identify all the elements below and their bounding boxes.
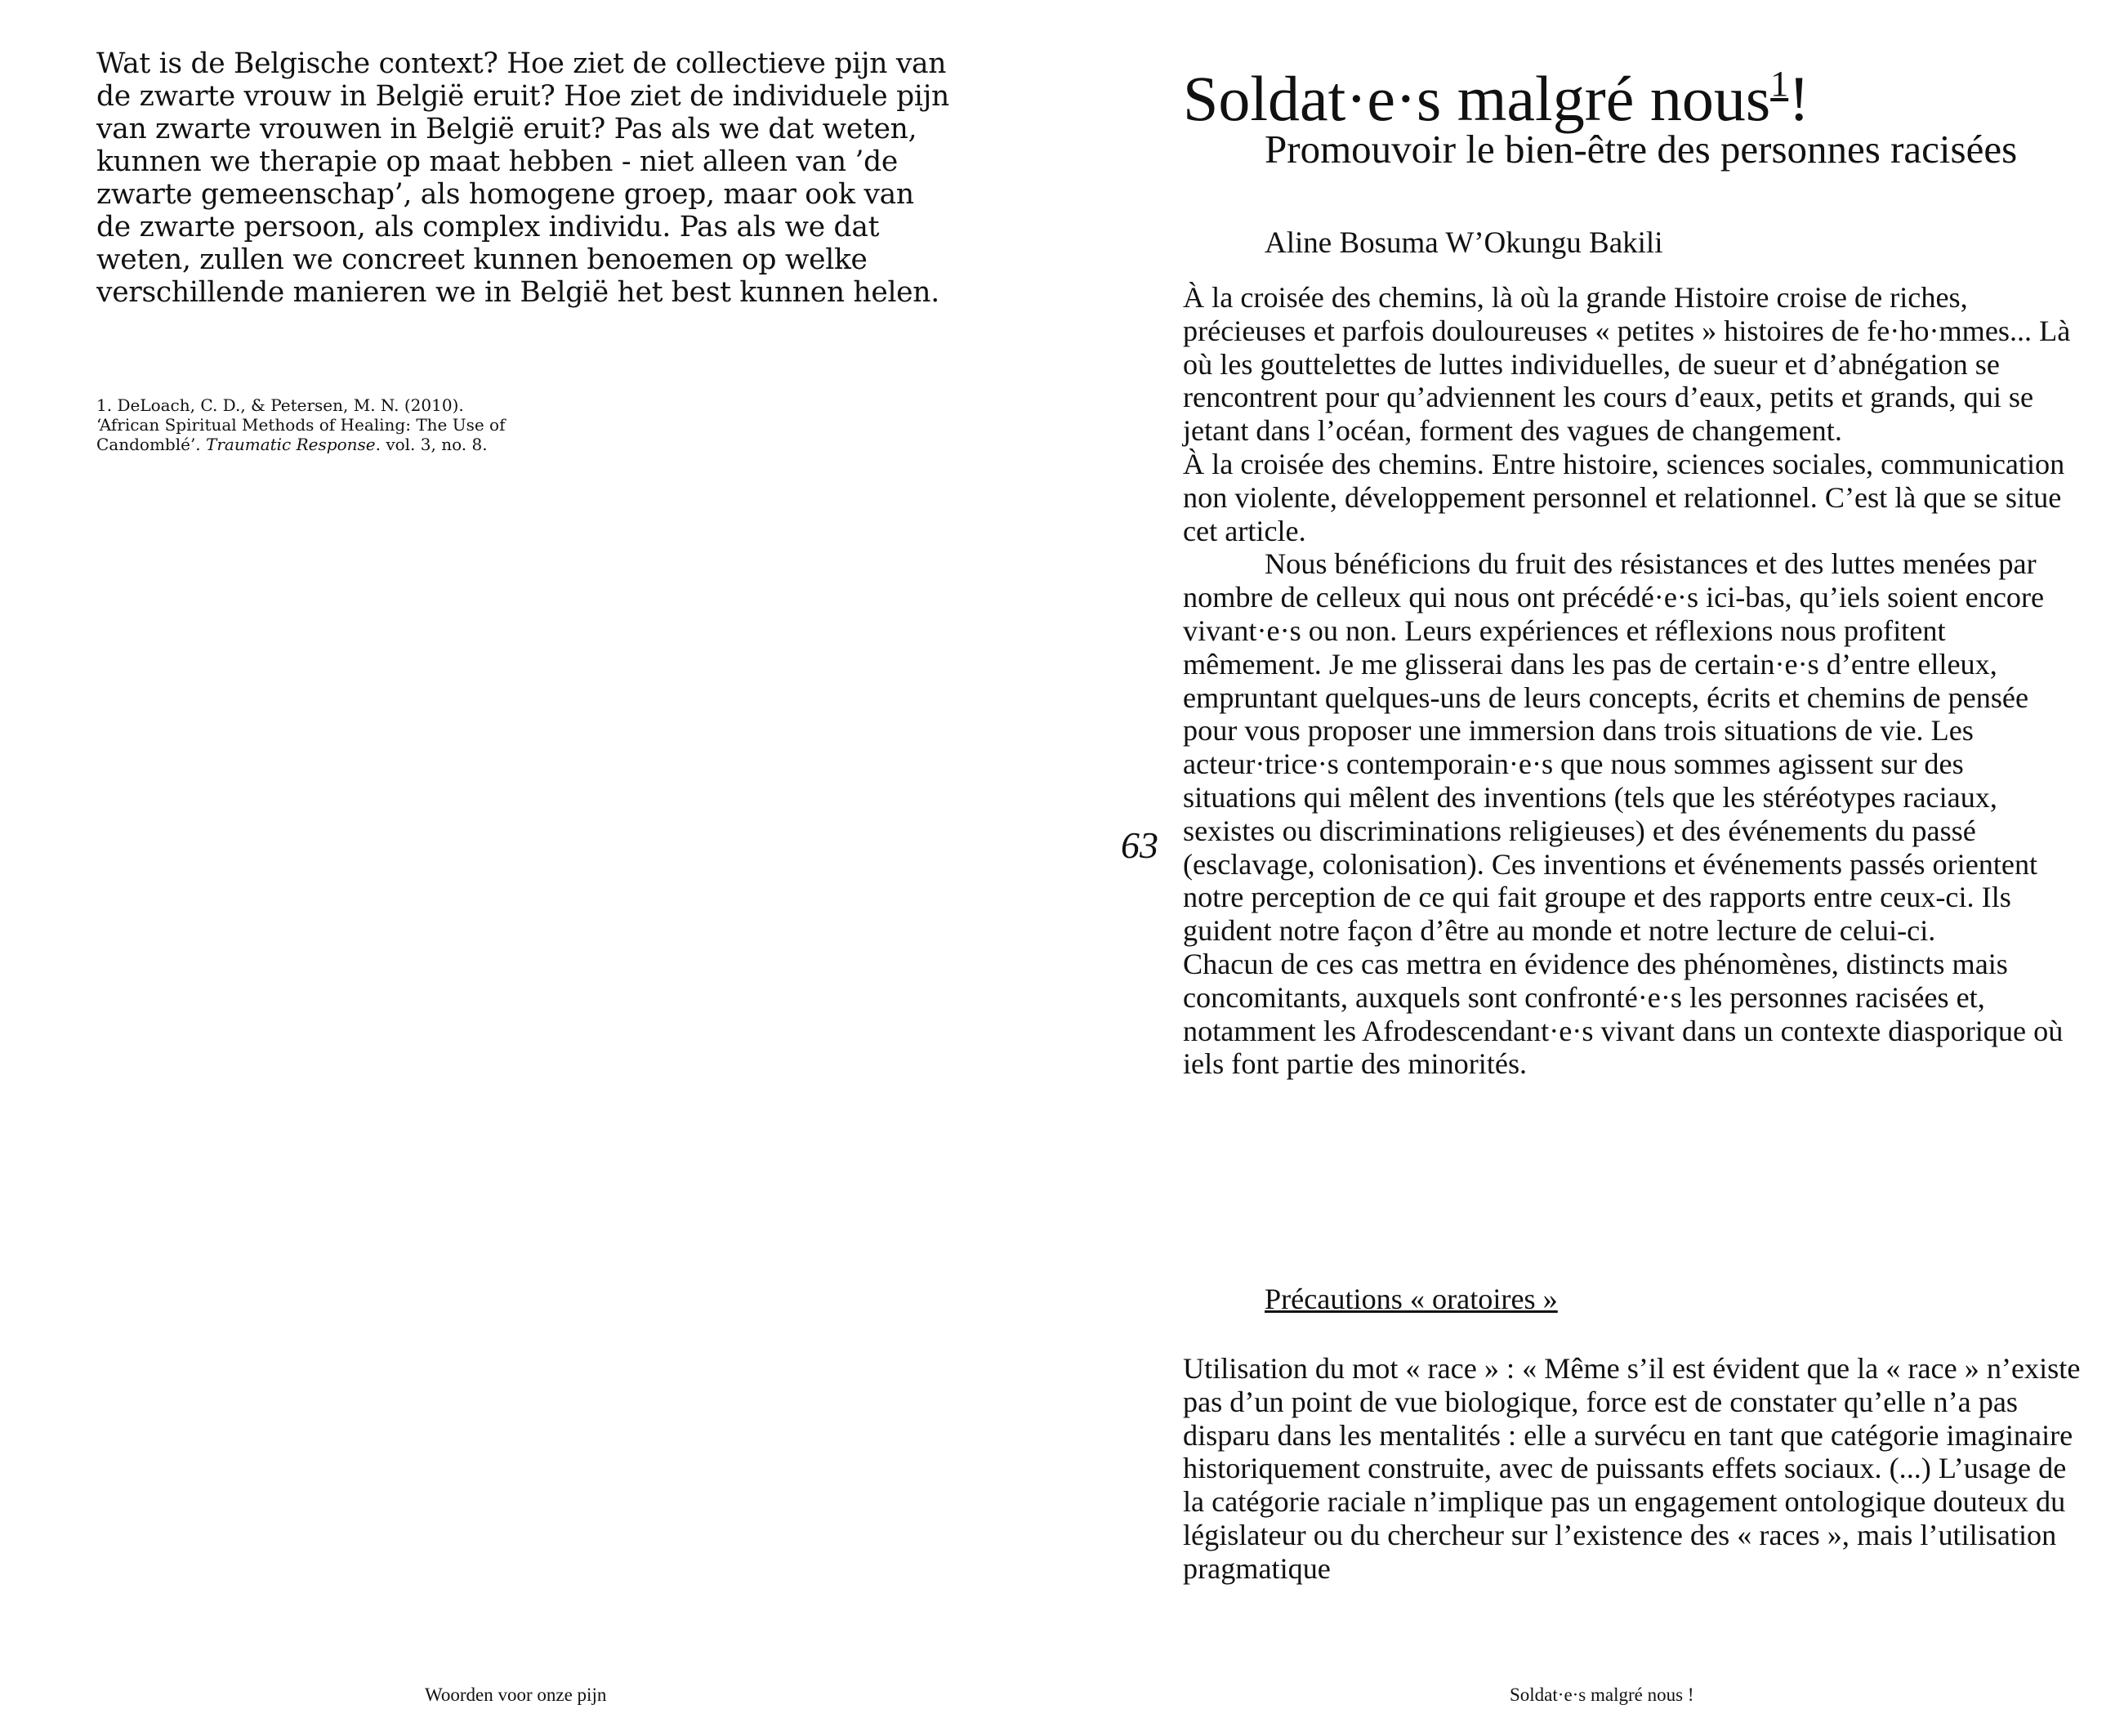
- article-title: [1183, 47, 1809, 136]
- section-heading: Précautions « oratoires »: [1265, 1283, 1558, 1315]
- section-paragraph: Utilisation du mot « race » : « Même s’il est évident que la « race » n’existe pas d’un point de vue biologique, force est de constater qu’elle n’a pas disparu dans les mentalités : elle a survécu en tant que catégorie imaginaire historiquement construite, avec de puissants effets sociaux. (...) L’usage de la catégorie raciale n’implique pas un engagement ontologique douteux du législateur ou du chercheur sur l’existence des « races », mais l’utilisation pragmatique: [1183, 1352, 2081, 1585]
- footnote-text: 1. DeLoach, C. D., & Petersen, M. N. (2010). ‘African Spiritual Methods of Healing: The Use of Candomblé’.: [96, 395, 506, 454]
- right-page-footer: Soldat·e·s malgré nous !: [1510, 1685, 1694, 1705]
- title-exclamation: !: [1788, 63, 1810, 134]
- paragraph: À la croisée des chemins. Entre histoire, sciences sociales, communication non violente, développement personnel et relationnel. C’est là que se situe cet article.: [1183, 447, 2065, 547]
- footnote-journal: Traumatic Response: [206, 435, 376, 454]
- paragraph: À la croisée des chemins, là où la grande Histoire croise de riches, précieuses et parfois douloureuses « petites » histoires de fe·ho·mmes... Là où les gouttelettes de luttes individuelles, de sueur et d’abnégation se rencontrent pour qu’adviennent les cours d’eaux, petits et grands, qui se jetant dans l’océan, forment des vagues de changement.: [1183, 281, 2071, 448]
- article-subtitle: Promouvoir le bien-être des personnes racisées: [1265, 127, 2018, 172]
- article-body: [1183, 281, 2082, 1081]
- footnote-text-end: . vol. 3, no. 8.: [375, 435, 488, 454]
- paragraph: Chacun de ces cas mettra en évidence des phénomènes, distincts mais concomitants, auxquels sont confronté·e·s les personnes racisées et, notamment les Afrodescendant·e·s vivant dans un contexte diasporique où iels font partie des minorités.: [1183, 947, 2064, 1081]
- title-footnote-ref[interactable]: 1: [1770, 64, 1789, 104]
- left-page-footer: Woorden voor onze pijn: [425, 1685, 607, 1705]
- paragraph: Nous bénéficions du fruit des résistances et des luttes menées par nombre de celleux qui nous ont précédé·e·s ici-bas, qu’iels soient encore vivant·e·s ou non. Leurs expériences et réflexions nous profitent mêmement. Je me glisserai dans les pas de certain·e·s d’entre elleux, empruntant quelques-uns de leurs concepts, écrits et chemins de pensée pour vous proposer une immersion dans trois situations de vie. Les acteur·trice·s contemporain·e·s que nous sommes agissent sur des situations qui mêlent des inventions (tels que les stéréotypes raciaux, sexistes ou discriminations religieuses) et des événements du passé (esclavage, colonisation). Ces inventions et événements passés orientent notre perception de ce qui fait groupe et des rapports entre ceux-ci. Ils guident notre façon d’être au monde et notre lecture de celui-ci.: [1183, 547, 2045, 948]
- page-number: 63: [1121, 824, 1158, 866]
- article-author: Aline Bosuma W’Okungu Bakili: [1265, 226, 1663, 260]
- left-page-body: Wat is de Belgische context? Hoe ziet de collectieve pijn van de zwarte vrouw in België eruit? Hoe ziet de individuele pijn van zwarte vrouwen in België eruit? Pas als we dat weten, kunnen we therapie op maat hebben - niet alleen van ’de zwarte gemeenschap’, als homogene groep, maar ook van de zwarte persoon, als complex individu. Pas als we dat weten, zullen we concreet kunnen benoemen op welke verschillende manieren we in België het best kunnen helen.: [96, 47, 949, 309]
- title-text: Soldat·e·s malgré nous: [1183, 63, 1771, 134]
- footnote: [96, 395, 521, 454]
